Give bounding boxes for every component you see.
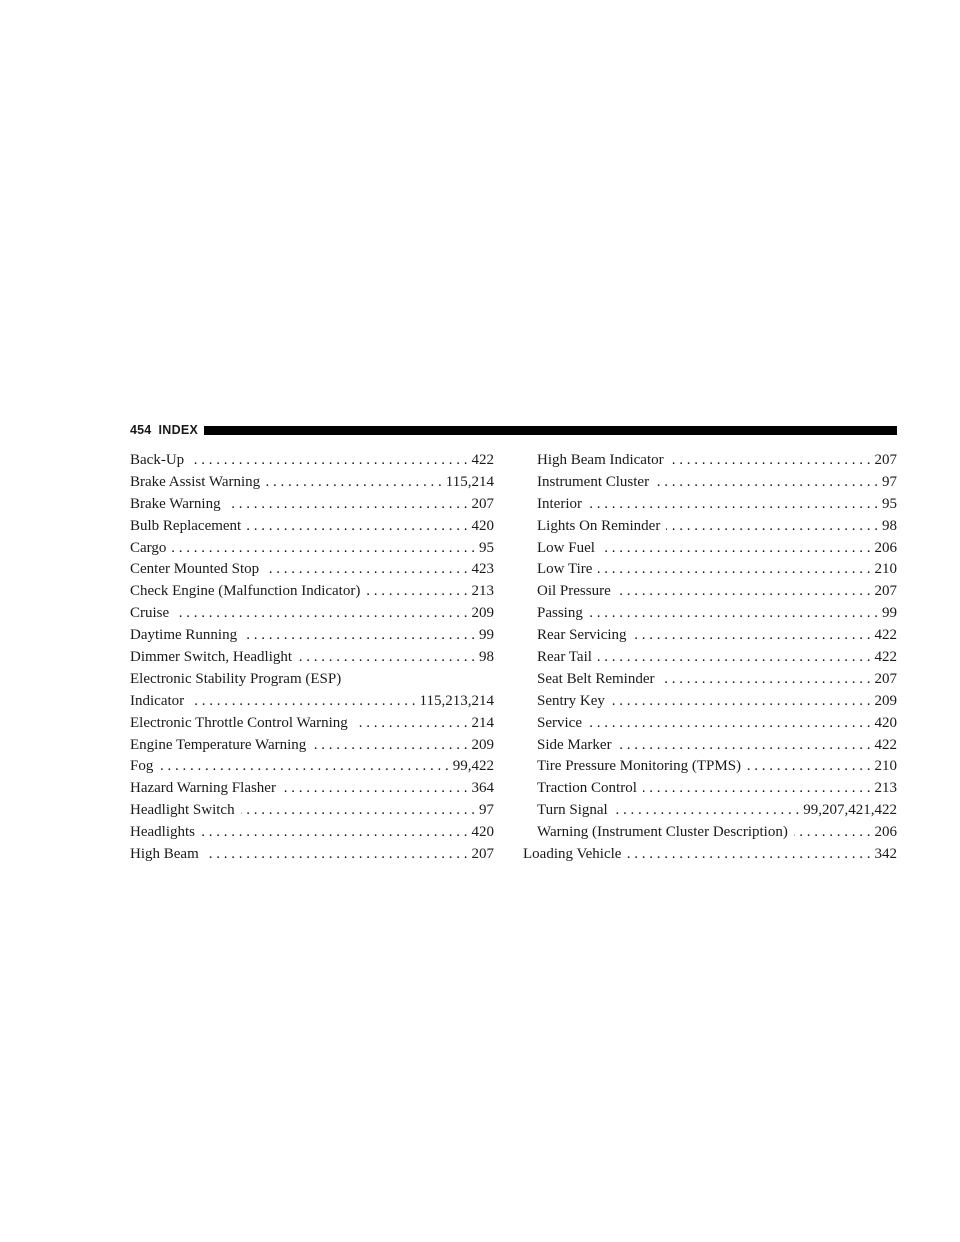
index-entry (523, 450, 897, 472)
index-column-right (523, 450, 897, 866)
entry-label: Fog (130, 758, 154, 775)
index-entry (523, 735, 897, 757)
entry-page: 213 (471, 583, 494, 600)
entry-page: 99,422 (452, 758, 494, 775)
entry-page: 206 (874, 824, 897, 841)
entry-page: 214 (471, 714, 494, 731)
dot-leader (190, 450, 467, 472)
index-entry (523, 756, 897, 778)
index-entry (130, 538, 494, 560)
entry-label: Electronic Stability Program (ESP) (130, 670, 342, 687)
entry-page: 95 (882, 495, 897, 512)
dot-leader (670, 450, 871, 472)
index-entry (130, 494, 494, 516)
dot-leader (265, 559, 467, 581)
entry-label: Back-Up (130, 452, 185, 468)
entry-label: Seat Belt Reminder (537, 670, 655, 687)
entry-label: Headlight Switch (130, 802, 235, 819)
entry-page: 99 (882, 605, 897, 622)
index-entry (130, 822, 494, 844)
entry-label: Cargo (130, 539, 167, 556)
entry-label: Tire Pressure Monitoring (TPMS) (537, 758, 742, 775)
entry-page: 207 (874, 583, 897, 600)
dot-leader (266, 472, 442, 494)
dot-leader (354, 713, 468, 735)
entry-label: Oil Pressure (537, 583, 611, 600)
entry-label: Rear Servicing (537, 627, 627, 644)
dot-leader (159, 756, 448, 778)
entry-page: 99,207,421,422 (803, 802, 897, 819)
index-entry (523, 713, 897, 735)
entry-page: 97 (479, 802, 494, 819)
index-entry (130, 516, 494, 538)
entry-label: Rear Tail (537, 649, 592, 666)
entry-label: Brake Warning (130, 495, 221, 512)
section-title: INDEX (158, 423, 199, 437)
entry-label: Interior (537, 495, 582, 512)
entry-page: 115,213,214 (419, 692, 494, 709)
index-entry (130, 625, 494, 647)
dot-leader (747, 756, 870, 778)
index-entry (523, 559, 897, 581)
index-entry (523, 494, 897, 516)
dot-leader (227, 494, 468, 516)
index-entry (130, 581, 494, 603)
entry-label: Traction Control (537, 780, 637, 797)
index-entry (130, 713, 494, 735)
index-entry (523, 538, 897, 560)
dot-leader (589, 603, 878, 625)
entry-label: Instrument Cluster (537, 473, 650, 490)
dot-leader (172, 538, 475, 560)
entry-page: 99 (479, 627, 494, 644)
entry-label: Low Fuel (537, 539, 595, 556)
index-entry (130, 844, 494, 866)
dot-leader (618, 735, 871, 757)
entry-label: Service (537, 714, 582, 731)
index-entry (130, 778, 494, 800)
entry-label: Hazard Warning Flasher (130, 780, 276, 797)
entry-label: Engine Temperature Warning (130, 736, 307, 753)
entry-label: Headlights (130, 824, 195, 841)
entry-page: 342 (874, 846, 897, 863)
dot-leader (588, 713, 871, 735)
index-entry (130, 472, 494, 494)
entry-label: Electronic Throttle Control Warning (130, 714, 348, 731)
entry-page: 207 (471, 846, 494, 863)
dot-leader (366, 581, 467, 603)
entry-page: 210 (874, 561, 897, 578)
dot-leader (190, 691, 415, 713)
entry-page: 423 (471, 561, 494, 578)
dot-leader (241, 800, 475, 822)
entry-page: 209 (874, 692, 897, 709)
index-entry (523, 472, 897, 494)
page-number: 454 (130, 423, 152, 437)
entry-label: High Beam (130, 846, 199, 863)
entry-page: 422 (874, 649, 897, 666)
entry-label: Warning (Instrument Cluster Description) (537, 824, 788, 841)
index-entry (523, 581, 897, 603)
entry-page: 420 (471, 517, 494, 534)
entry-label: Loading Vehicle (523, 846, 622, 863)
dot-leader (794, 822, 871, 844)
index-entry (130, 450, 494, 472)
dot-leader (666, 516, 878, 538)
dot-leader (598, 647, 871, 669)
dot-leader (614, 800, 800, 822)
entry-label: Daytime Running (130, 627, 238, 644)
entry-label: Bulb Replacement (130, 517, 242, 534)
entry-page: 210 (874, 758, 897, 775)
entry-page: 209 (471, 736, 494, 753)
entry-page: 97 (882, 473, 897, 490)
entry-label: Indicator (130, 692, 185, 709)
entry-page: 364 (471, 780, 494, 797)
entry-page: 422 (471, 452, 494, 468)
entry-label: Center Mounted Stop (130, 561, 260, 578)
entry-label: Check Engine (Malfunction Indicator) (130, 583, 361, 600)
entry-page: 420 (471, 824, 494, 841)
entry-page: 420 (874, 714, 897, 731)
index-entry (130, 647, 494, 669)
dot-leader (243, 625, 475, 647)
entry-label: Low Tire (537, 561, 593, 578)
index-entry (523, 603, 897, 625)
dot-leader (205, 844, 468, 866)
index-entry (523, 647, 897, 669)
dot-leader (655, 472, 878, 494)
entry-label: Dimmer Switch, Headlight (130, 649, 293, 666)
index-entry (130, 735, 494, 757)
dot-leader (633, 625, 871, 647)
index-entry (523, 691, 897, 713)
index-entry (130, 800, 494, 822)
dot-leader (611, 691, 871, 713)
index-entry (523, 822, 897, 844)
dot-leader (201, 822, 468, 844)
index-entry (523, 516, 897, 538)
entry-page: 115,214 (445, 473, 494, 490)
dot-leader (617, 581, 871, 603)
index-entry (130, 559, 494, 581)
page-header (130, 422, 897, 438)
dot-leader (282, 778, 468, 800)
entry-page: 207 (874, 670, 897, 687)
dot-leader (588, 494, 878, 516)
entry-label: Cruise (130, 605, 170, 622)
entry-label: Passing (537, 605, 583, 622)
dot-leader (598, 559, 870, 581)
entry-label: Lights On Reminder (537, 517, 661, 534)
entry-label: Sentry Key (537, 692, 605, 709)
entry-label: High Beam Indicator (537, 452, 664, 468)
entry-page: 98 (479, 649, 494, 666)
entry-page: 422 (874, 627, 897, 644)
entry-label: Side Marker (537, 736, 612, 753)
dot-leader (660, 669, 870, 691)
index-entry (130, 603, 494, 625)
index-entry (130, 756, 494, 778)
entry-page: 207 (471, 495, 494, 512)
dot-leader (247, 516, 467, 538)
index-entry (523, 778, 897, 800)
dot-leader (175, 603, 467, 625)
entry-page: 422 (874, 736, 897, 753)
index-entry (130, 691, 494, 713)
dot-leader (601, 538, 871, 560)
entry-page: 209 (471, 605, 494, 622)
index-entry (130, 669, 494, 691)
entry-page: 95 (479, 539, 494, 556)
entry-label: Brake Assist Warning (130, 473, 261, 490)
index-entry (523, 625, 897, 647)
entry-page: 206 (874, 539, 897, 556)
entry-page: 207 (874, 452, 897, 468)
entry-page: 213 (874, 780, 897, 797)
index-entry (523, 844, 897, 866)
index-column-left (130, 450, 494, 866)
header-rule (204, 426, 897, 435)
dot-leader (643, 778, 871, 800)
dot-leader (312, 735, 467, 757)
entry-label: Turn Signal (537, 802, 608, 819)
dot-leader (298, 647, 475, 669)
dot-leader (627, 844, 870, 866)
index-entry (523, 669, 897, 691)
index-entry (523, 800, 897, 822)
entry-page: 98 (882, 517, 897, 534)
